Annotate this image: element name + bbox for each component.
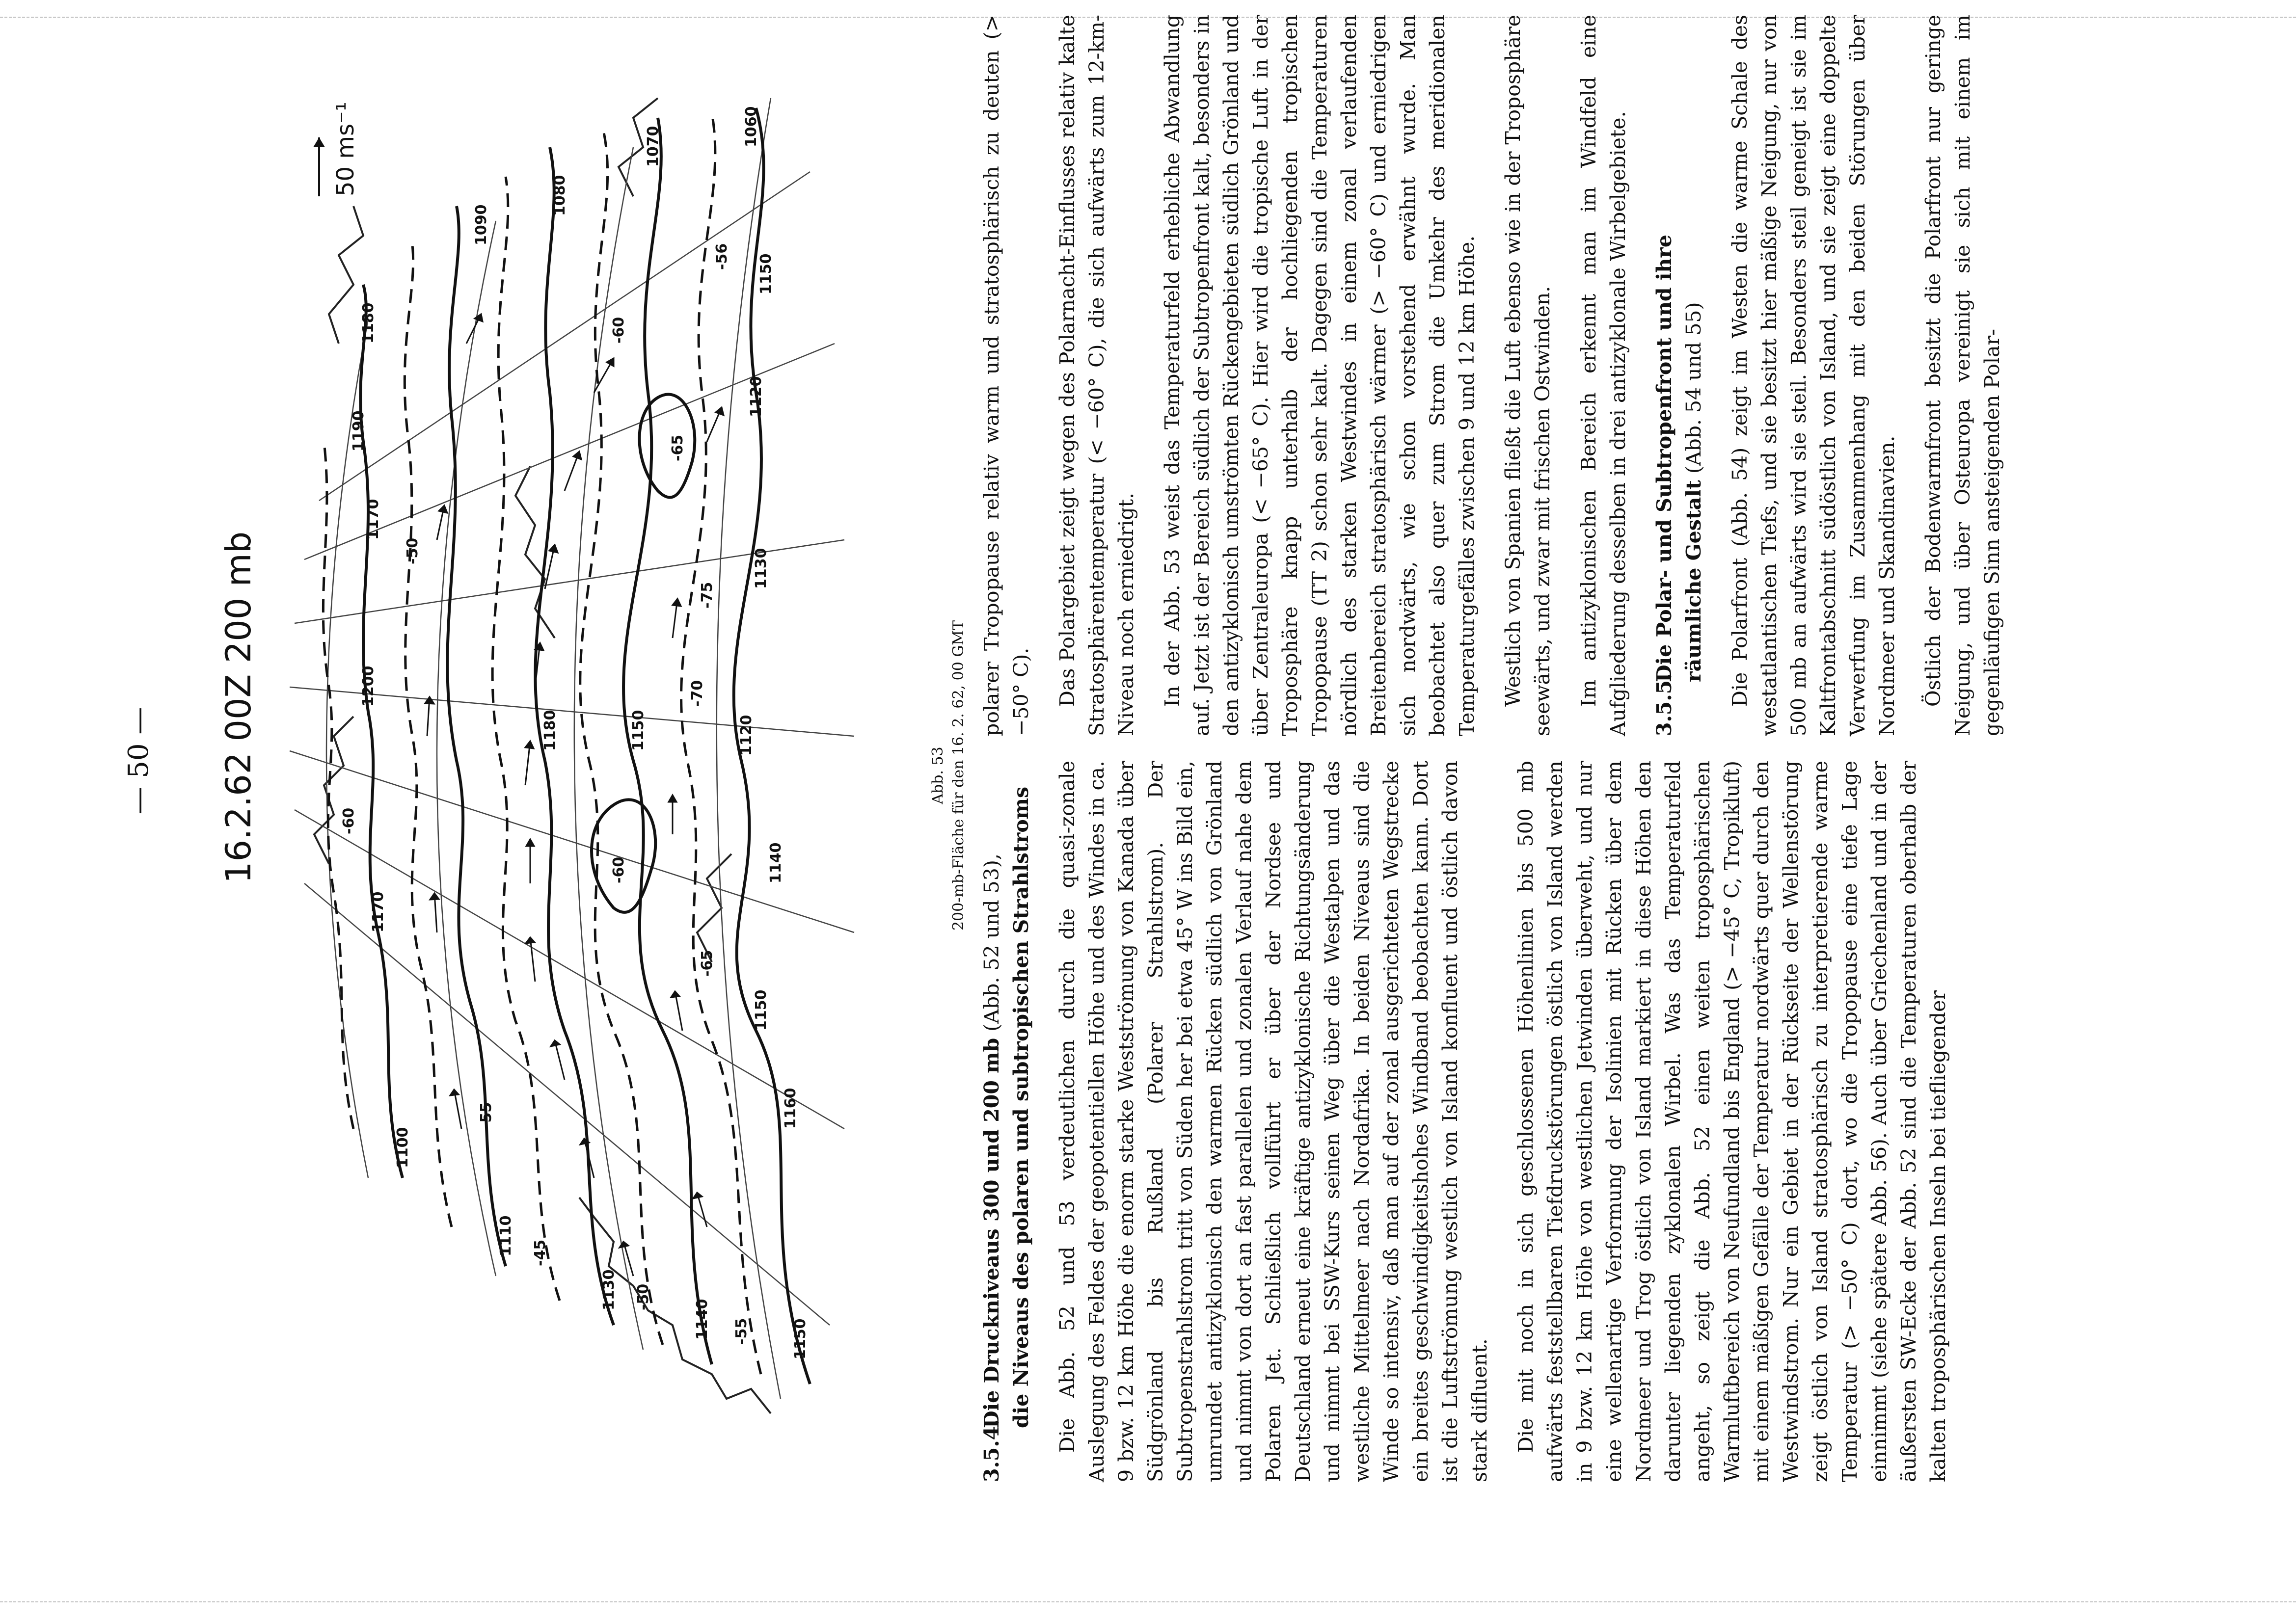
wind-scale: [313, 102, 359, 196]
contour-label: 1190: [350, 410, 367, 452]
section-subtitle: räumliche Gestalt: [1682, 480, 1705, 682]
temperature-label: -65: [699, 950, 716, 977]
scan-edge-bottom: [0, 1601, 2296, 1602]
paragraph: Die mit noch in sich geschlossenen Höhenlinien bis 500 mb aufwärts feststellbaren Tiefdruckstörungen östlich von Island werden in 9 bzw. 12 km Höhe von westlichen Jetwinden überweht, und nur eine wellenartige Verformung der Isolinien mit Rücken über dem Nordmeer und Trog östlich von Island markiert in diese Höhen den darunter liegenden zyklonalen Wirbel. Was das Temperaturfeld angeht, so zeigt die Abb. 52 einen weiten troposphärischen Warmluftbereich von Neufundland bis England (> −45° C, Tropikluft) mit einem mäßigen Gefälle der Temperatur nordwärts quer durch den Westwindstrom. Nur ein Gebiet in der Rückseite der Wellenstörung zeigt östlich von Island stratosphärisch zu interpretierende warme Temperatur (> −50° C) dort, wo die Tropopause eine tiefe Lage einnimmt (siehe spätere Abb. 56). Auch über Griechenland und in der äußersten SW-Ecke der Abb. 52 sind die Temperaturen oberhalb der kalten troposphärischen Inseln bei tiefliegender: [1514, 761, 1950, 1482]
contour-label: 1070: [645, 126, 662, 167]
temperature-label: -70: [689, 680, 706, 707]
contour-label: 1110: [497, 1215, 514, 1256]
weather-map-200mb: [191, 39, 908, 1472]
section-heading-3-5-4: [977, 761, 1036, 1482]
contour-label: 1170: [370, 891, 387, 932]
paragraph: Östlich der Bodenwarmfront besitzt die Polarfront nur geringe Neigung, und über Osteuropa vereinigt sie sich mit einem im gegenläufigen Sinn ansteigenden Polar-: [1921, 15, 2004, 736]
figure-caption: [928, 39, 969, 1512]
contour-label: 1100: [394, 1127, 411, 1168]
contour-label: 1090: [473, 204, 490, 245]
contour-label: 1140: [767, 842, 784, 883]
paragraph: Das Polargebiet zeigt wegen des Polarnacht-Einflusses relativ kalte Stratosphärentemperatur (< −60° C), die sich aufwärts zum 12-km-Niveau noch erniedrigt.: [1055, 15, 1138, 736]
temperature-label: -60: [340, 807, 357, 834]
paragraph: Die Polarfront (Abb. 54) zeigt im Westen die warme Schale des westatlantischen Tiefs, und sie besitzt hier mäßige Neigung, nur von 500 mb an aufwärts wird sie steil. Besonders steil geneigt ist sie im Kaltfrontabschnitt südöstlich von Island, und sie zeigt eine doppelte Verwerfung im Zusammenhang mit den beiden Störungen über Nordmeer und Skandinavien.: [1728, 15, 1899, 736]
text-column-right: [977, 15, 2024, 736]
section-subtitle: die Niveaus des polaren und subtropischen Strahlstroms: [1009, 786, 1033, 1428]
contour-label: 1120: [748, 376, 765, 417]
temperature-label: -45: [532, 1239, 549, 1266]
contour-label: 1150: [757, 253, 775, 294]
section-title: Die Druckniveaus 300 und 200 mb: [980, 1038, 1003, 1428]
temperature-label: -60: [610, 856, 627, 883]
temperature-label: -50: [635, 1283, 652, 1310]
page-number: — 50 —: [123, 707, 155, 815]
figure-caption-text: 200-mb-Fläche für den 16. 2. 62, 00 GMT: [950, 620, 967, 931]
wind-scale-label: 50 ms⁻¹: [332, 102, 359, 196]
contour-label: 1120: [738, 715, 755, 756]
contour-label: 1150: [792, 1318, 809, 1359]
paragraph: Westlich von Spanien fließt die Luft ebenso wie in der Troposphäre seewärts, und zwar mit frischen Ostwinden.: [1501, 15, 1554, 736]
contour-label: 1180: [360, 302, 377, 344]
section-title: Die Polar- und Subtropenfront und ihre: [1652, 235, 1676, 682]
paragraph: Im antizyklonischen Bereich erkennt man im Windfeld eine Aufgliederung desselben in drei antizyklonale Wirbelgebiete.: [1577, 15, 1630, 736]
contour-label: 1130: [753, 548, 770, 589]
figure-number: Abb. 53: [929, 746, 946, 804]
temperature-label: -50: [404, 537, 421, 564]
text-column-left: [977, 761, 1970, 1482]
section-heading-3-5-5: [1649, 15, 1708, 736]
contour-label: 1170: [365, 499, 382, 540]
temperature-label: -55: [733, 1318, 750, 1345]
contour-labels: [350, 106, 809, 1360]
section-number: 3.5.4.: [980, 1419, 1003, 1482]
paragraph: polarer Tropopause relativ warm und stratosphärisch zu deuten (> −50° C).: [980, 15, 1033, 736]
contour-label: 1060: [743, 106, 760, 147]
paragraph: In der Abb. 53 weist das Temperaturfeld erhebliche Abwandlung auf. Jetzt ist der Bereich südlich der Subtropenfront kalt, besonders in den antizyklonisch umströmten Rückengebieten südlich Grönland und über Zentraleuropa (< −65° C). Hier wird die tropische Luft in der Troposphäre knapp unterhalb der hochliegenden tropischen Tropopause (TT 2) schon sehr kalt. Dagegen sind die Temperaturen nördlich des starken Westwindes in einem zonal verlaufenden Breitenbereich stratosphärisch wärmer (> −60° C) und erniedrigen sich nordwärts, wie schon vorstehend erwähnt wurde. Man beobachtet also quer zum Strom die Umkehr des meridionalen Temperaturgefälles zwischen 9 und 12 km Höhe.: [1161, 14, 1479, 736]
contour-label: 1180: [541, 710, 559, 751]
contour-label: 1080: [551, 175, 568, 216]
contour-label: 1130: [600, 1269, 618, 1310]
temperature-label: -60: [610, 317, 627, 344]
temperature-label: -56: [713, 243, 730, 270]
contour-label: 1200: [360, 665, 377, 707]
rotated-page-content: [93, 0, 2204, 1512]
contour-label: 1140: [694, 1299, 711, 1340]
contour-label: 1150: [753, 989, 770, 1031]
section-number: 3.5.5.: [1652, 673, 1676, 736]
map-title: 16.2.62 00Z 200 mb: [218, 531, 259, 883]
section-title-ref: (Abb. 52 und 53),: [980, 853, 1003, 1038]
temperature-label: -75: [699, 582, 716, 609]
section-subtitle-ref: (Abb. 54 und 55): [1682, 302, 1705, 480]
paragraph: Die Abb. 52 und 53 verdeutlichen durch die quasi-zonale Auslegung des Feldes der geopotentiellen Höhe und des Windes in ca. 9 bzw. 12 km Höhe die enorm starke Westströmung von Kanada über Südgrönland bis Rußland (Polarer Strahlstrom). Der Subtropenstrahlstrom tritt von Süden her bei etwa 45° W ins Bild ein, umrundet antizyklonisch den warmen Rücken südlich von Grönland und nimmt von dort an fast parallelen und zonalen Verlauf nahe dem Polaren Jet. Schließlich vollführt er über der Nordsee und Deutschland erneut eine kräftige antizyklonische Richtungsänderung und nimmt bei SSW-Kurs seinen Weg über die Westalpen und das westliche Mittelmeer nach Nordafrika. In beiden Niveaus sind die Winde so intensiv, daß man auf der zonal ausgerichteten Wegstrecke ein breites geschwindigkeitshohes Windband beobachten kann. Dort ist die Luftströmung westlich von Island konfluent und östlich davon stark difluent.: [1055, 761, 1491, 1482]
contour-label: 1160: [782, 1088, 799, 1129]
contour-label: 1150: [630, 710, 647, 751]
temperature-label: -65: [669, 434, 686, 461]
temperature-label: -55: [478, 1102, 495, 1129]
